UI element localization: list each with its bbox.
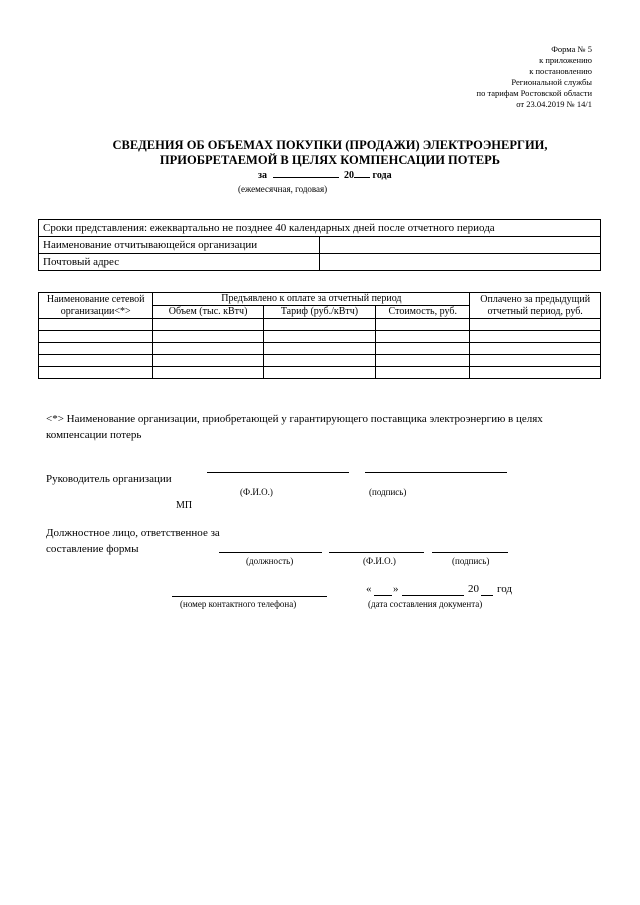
- form-ref-date: от 23.04.2019 № 14/1: [516, 99, 592, 109]
- table-row: [39, 319, 601, 331]
- col-group-billed: Предъявлено к оплате за отчетный период: [153, 293, 470, 306]
- form-ref-line: к приложению: [539, 55, 592, 65]
- document-title: [60, 138, 600, 168]
- date-caption: (дата составления документа): [368, 599, 483, 609]
- phone-line[interactable]: [172, 596, 327, 597]
- responsible-fio-caption: (Ф.И.О.): [363, 556, 396, 566]
- responsible-label-1: Должностное лицо, ответственное за: [46, 527, 220, 539]
- period-blank[interactable]: [273, 177, 339, 178]
- table-header-row: [39, 293, 601, 306]
- head-fio-caption: (Ф.И.О.): [240, 487, 273, 497]
- head-signature-caption: (подпись): [369, 487, 407, 497]
- date-quote-close: »: [393, 583, 399, 595]
- period-prefix: за: [258, 170, 268, 181]
- date-quote-open: «: [366, 583, 372, 595]
- period-year: 20: [344, 170, 355, 181]
- form-ref-line: к постановлению: [529, 66, 592, 76]
- address-value[interactable]: [320, 254, 601, 271]
- period-year-blank[interactable]: [354, 177, 370, 178]
- col-paid-previous: Оплачено за предыдущий отчетный период, руб.: [470, 293, 601, 319]
- date-year-prefix: 20: [468, 583, 479, 595]
- title-line-2: ПРИОБРЕТАЕМОЙ В ЦЕЛЯХ КОМПЕНСАЦИИ ПОТЕРЬ: [159, 153, 501, 167]
- responsible-signature-line[interactable]: [432, 552, 508, 553]
- form-number: Форма № 5: [551, 44, 592, 54]
- col-cost: Стоимость, руб.: [376, 306, 470, 319]
- col-tariff: Тариф (руб./кВтч): [263, 306, 375, 319]
- deadline-cell: Сроки представления: ежеквартально не позднее 40 календарных дней после отчетного периода: [39, 220, 601, 237]
- position-line[interactable]: [219, 552, 322, 553]
- head-fio-line[interactable]: [207, 472, 349, 473]
- org-name-label: Наименование отчитывающейся организации: [39, 237, 320, 254]
- col-network-org: Наименование сетевой организации<*>: [39, 293, 153, 319]
- position-caption: (должность): [246, 556, 294, 566]
- org-name-value[interactable]: [320, 237, 601, 254]
- table-row: [39, 367, 601, 379]
- responsible-fio-line[interactable]: [329, 552, 424, 553]
- date-month-line[interactable]: [402, 595, 464, 596]
- responsible-signature-caption: (подпись): [452, 556, 490, 566]
- table-row: [39, 220, 601, 237]
- date-year-line[interactable]: [481, 595, 493, 596]
- table-row: [39, 331, 601, 343]
- table-row: [39, 254, 601, 271]
- table-row: [39, 343, 601, 355]
- date-year-suffix: год: [497, 583, 513, 595]
- title-line-1: СВЕДЕНИЯ ОБ ОБЪЕМАХ ПОКУПКИ (ПРОДАЖИ) ЭЛЕКТРОЭНЕРГИИ,: [112, 138, 548, 152]
- footnote: <*> Наименование организации, приобретающей у гарантирующего поставщика электроэнергию в целях компенсации потерь: [46, 413, 543, 441]
- address-label: Почтовый адрес: [39, 254, 320, 271]
- date-day-line[interactable]: [374, 595, 392, 596]
- form-reference: [477, 44, 592, 110]
- head-label: Руководитель организации: [46, 473, 172, 485]
- table-row: [39, 237, 601, 254]
- info-table: [38, 219, 601, 271]
- seal-mark: МП: [176, 500, 193, 511]
- purchases-table: [38, 292, 601, 379]
- col-volume: Объем (тыс. кВтч): [153, 306, 263, 319]
- head-signature-line[interactable]: [365, 472, 507, 473]
- period-note: (ежемесячная, годовая): [238, 184, 328, 194]
- form-ref-line: Региональной службы: [511, 77, 592, 87]
- form-ref-line: по тарифам Ростовской области: [476, 88, 592, 98]
- reporting-period: [258, 170, 392, 181]
- table-row: [39, 355, 601, 367]
- period-suffix: года: [372, 170, 392, 181]
- responsible-label-2: составление формы: [46, 543, 139, 555]
- phone-caption: (номер контактного телефона): [180, 599, 297, 609]
